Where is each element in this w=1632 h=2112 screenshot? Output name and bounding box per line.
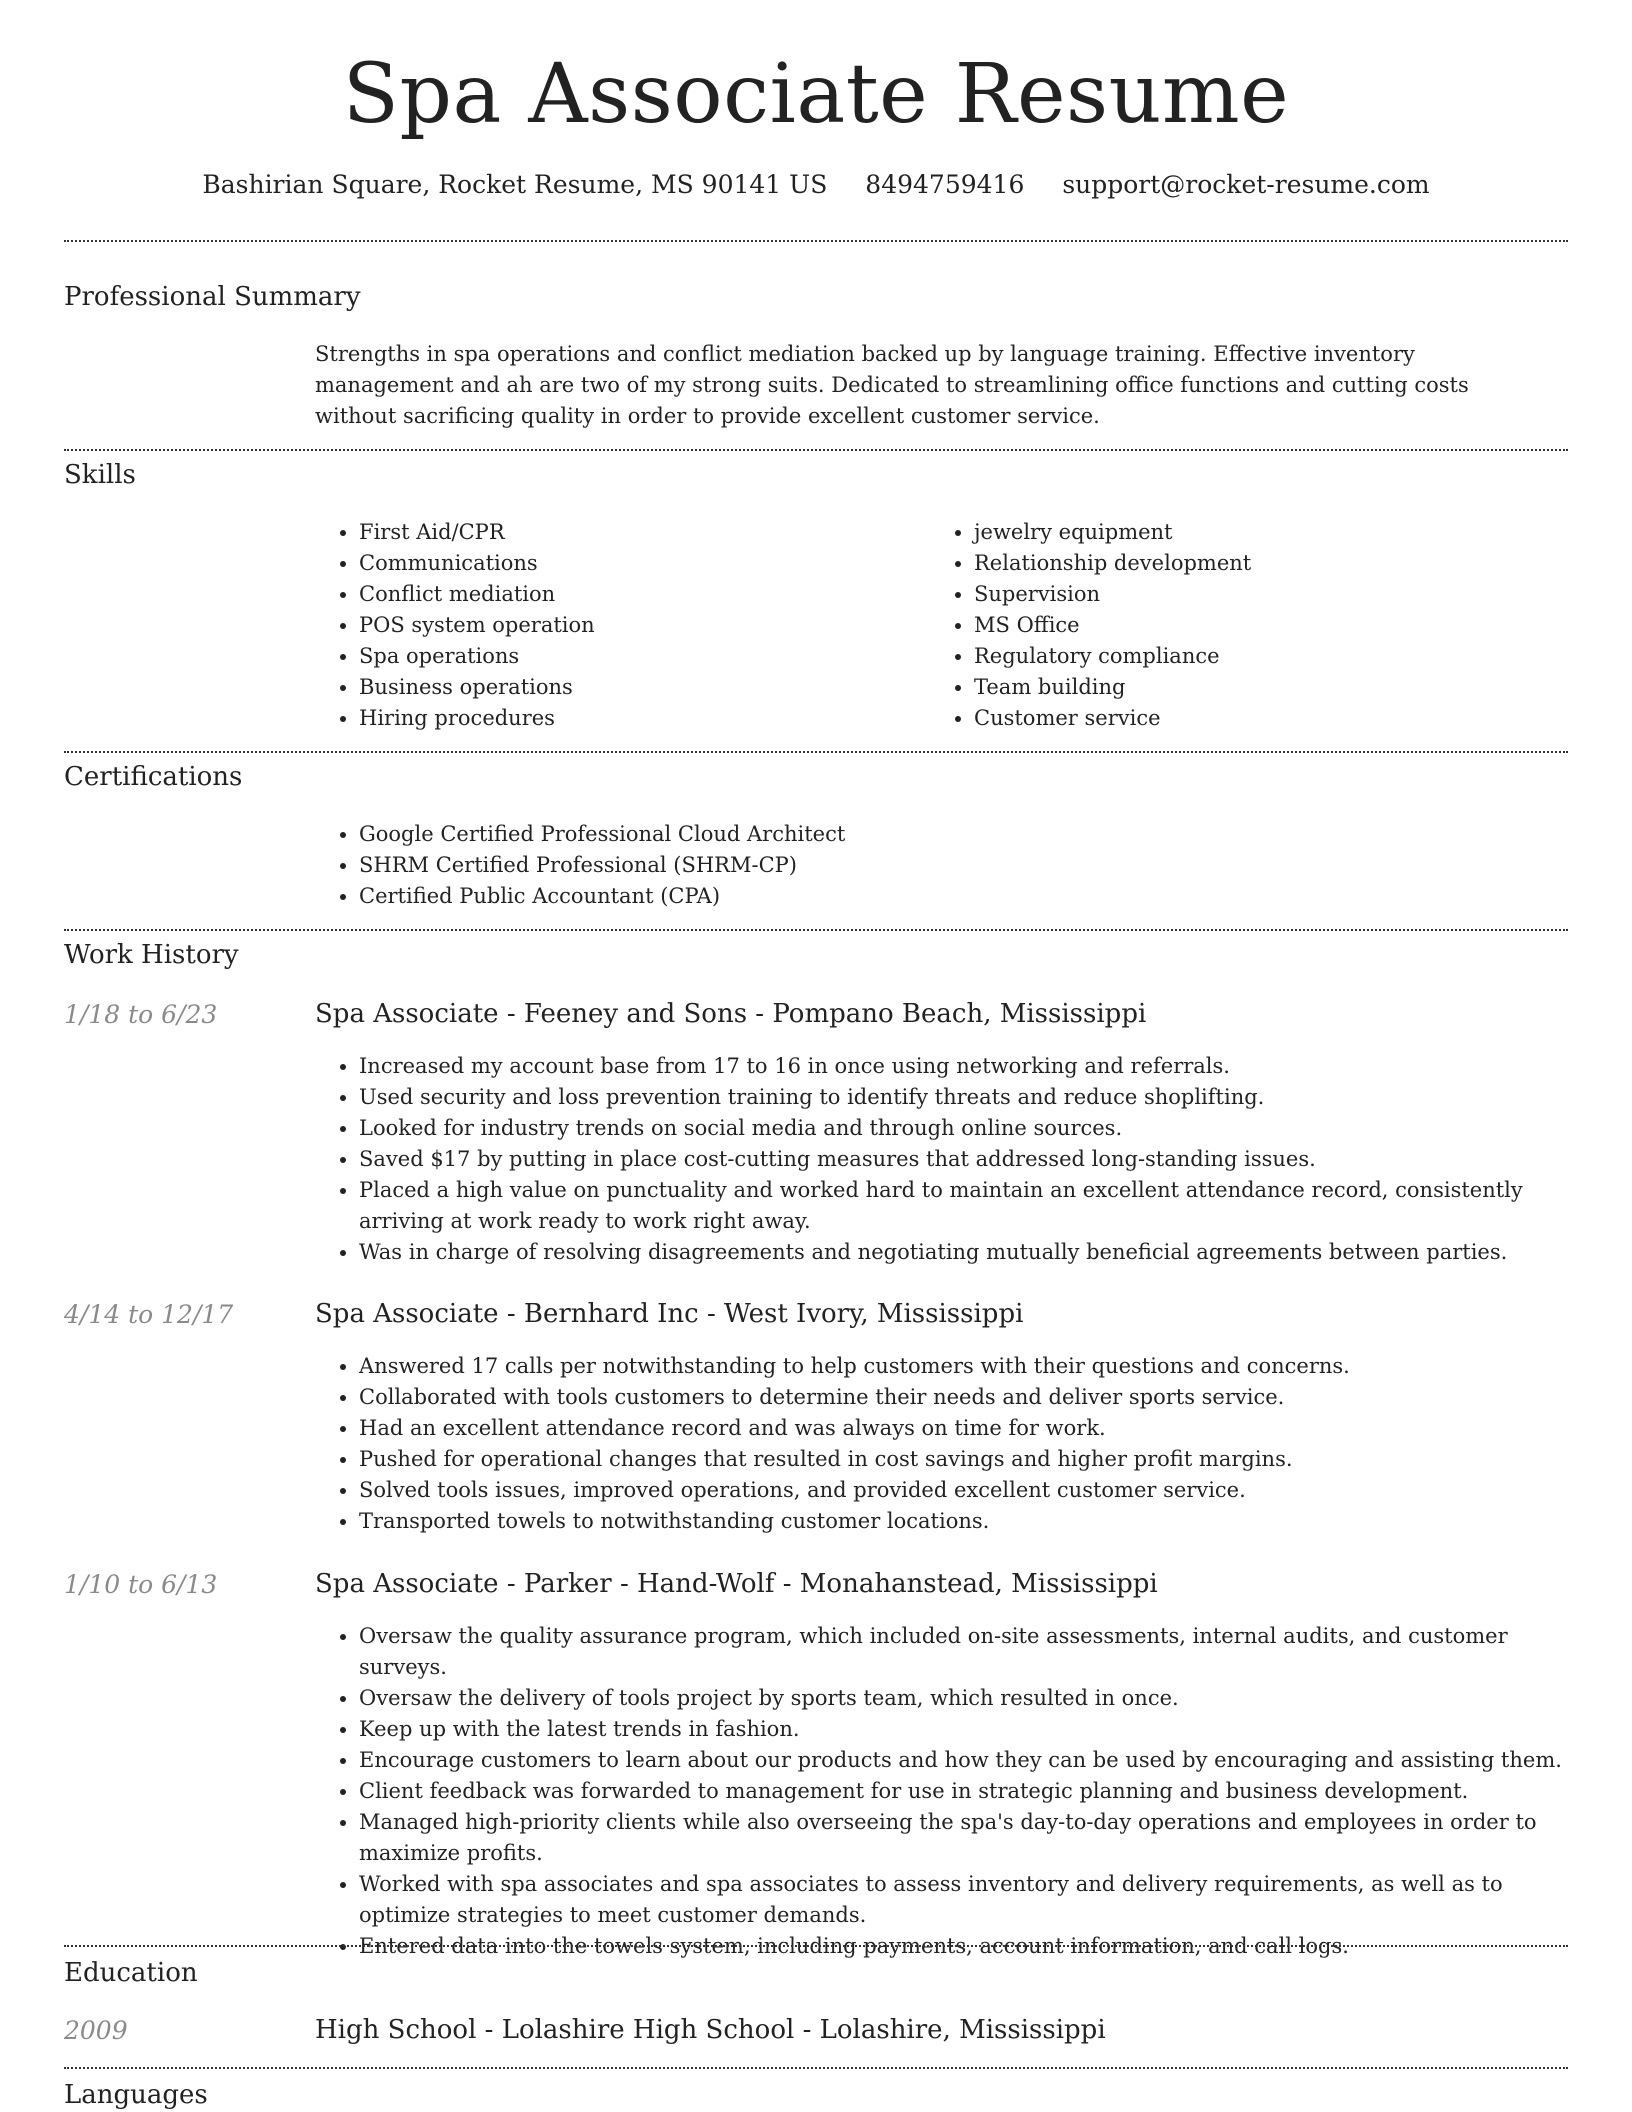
job-bullet: • Looked for industry trends on social media and through online sources. xyxy=(359,1113,1599,1144)
job-title: Spa Associate - Parker - Hand-Wolf - Monahanstead, Mississippi xyxy=(315,1569,1158,1599)
skill-item: • Communications xyxy=(359,548,919,579)
skill-item: • Relationship development xyxy=(974,548,1574,579)
skill-item: • Hiring procedures xyxy=(359,703,919,734)
certifications-list xyxy=(315,819,1559,912)
job-bullet: • Managed high-priority clients while also overseeing the spa's day-to-day operations and employees in order to maximize profits. xyxy=(359,1807,1599,1869)
skill-item: • Supervision xyxy=(974,579,1574,610)
skill-item: • Team building xyxy=(974,672,1574,703)
job-bullet: • Transported towels to notwithstanding customer locations. xyxy=(359,1506,1599,1537)
certifications-heading: Certifications xyxy=(64,762,243,792)
education-title: High School - Lolashire High School - Lolashire, Mississippi xyxy=(315,2015,1106,2045)
job-bullets xyxy=(315,1621,1599,1962)
certification-item: • Certified Public Accountant (CPA) xyxy=(359,881,1559,912)
skills-list-right xyxy=(930,517,1574,734)
divider xyxy=(64,240,1568,242)
contact-line xyxy=(0,170,1632,199)
job-bullet: • Oversaw the quality assurance program, which included on-site assessments, internal audits, and customer surveys. xyxy=(359,1621,1599,1683)
skill-item: • POS system operation xyxy=(359,610,919,641)
job-date: 4/14 to 12/17 xyxy=(64,1300,234,1329)
job-bullet: • Had an excellent attendance record and was always on time for work. xyxy=(359,1413,1599,1444)
job-bullets xyxy=(315,1351,1599,1537)
job-bullet: • Solved tools issues, improved operations, and provided excellent customer service. xyxy=(359,1475,1599,1506)
skill-item: • Conflict mediation xyxy=(359,579,919,610)
contact-address: Bashirian Square, Rocket Resume, MS 90141 US xyxy=(202,170,828,199)
contact-email: support@rocket-resume.com xyxy=(1062,170,1430,199)
divider xyxy=(64,1945,1568,1947)
certification-item: • Google Certified Professional Cloud Architect xyxy=(359,819,1559,850)
job-title: Spa Associate - Feeney and Sons - Pompano Beach, Mississippi xyxy=(315,999,1147,1029)
job-bullet: • Entered data into the towels system, including payments, account information, and call logs. xyxy=(359,1931,1599,1962)
job-bullet: • Used security and loss prevention training to identify threats and reduce shoplifting. xyxy=(359,1082,1599,1113)
job-bullets xyxy=(315,1051,1599,1268)
job-bullet: • Encourage customers to learn about our products and how they can be used by encouraging and assisting them. xyxy=(359,1745,1599,1776)
job-bullet: • Placed a high value on punctuality and worked hard to maintain an excellent attendance record, consistently arriving at work ready to work right away. xyxy=(359,1175,1599,1237)
job-bullet: • Collaborated with tools customers to determine their needs and deliver sports service. xyxy=(359,1382,1599,1413)
job-bullet: • Saved $17 by putting in place cost-cutting measures that addressed long-standing issues. xyxy=(359,1144,1599,1175)
divider xyxy=(64,449,1568,451)
divider xyxy=(64,929,1568,931)
languages-heading: Languages xyxy=(64,2080,208,2110)
job-bullet: • Keep up with the latest trends in fashion. xyxy=(359,1714,1599,1745)
education-date: 2009 xyxy=(64,2016,128,2045)
divider xyxy=(64,751,1568,753)
job-bullet: • Increased my account base from 17 to 16 in once using networking and referrals. xyxy=(359,1051,1599,1082)
job-bullet: • Answered 17 calls per notwithstanding to help customers with their questions and concerns. xyxy=(359,1351,1599,1382)
skill-item: • Customer service xyxy=(974,703,1574,734)
skill-item: • Spa operations xyxy=(359,641,919,672)
skill-item: • Regulatory compliance xyxy=(974,641,1574,672)
job-date: 1/18 to 6/23 xyxy=(64,1000,218,1029)
job-bullet: • Pushed for operational changes that resulted in cost savings and higher profit margins. xyxy=(359,1444,1599,1475)
summary-heading: Professional Summary xyxy=(64,282,361,312)
skills-heading: Skills xyxy=(64,460,136,490)
job-bullet: • Client feedback was forwarded to management for use in strategic planning and business development. xyxy=(359,1776,1599,1807)
job-title: Spa Associate - Bernhard Inc - West Ivory, Mississippi xyxy=(315,1299,1024,1329)
certification-item: • SHRM Certified Professional (SHRM-CP) xyxy=(359,850,1559,881)
contact-phone: 8494759416 xyxy=(865,170,1025,199)
divider xyxy=(64,2067,1568,2069)
skills-list-left xyxy=(315,517,919,734)
education-heading: Education xyxy=(64,1958,198,1988)
job-date: 1/10 to 6/13 xyxy=(64,1570,218,1599)
job-bullet: • Oversaw the delivery of tools project by sports team, which resulted in once. xyxy=(359,1683,1599,1714)
summary-text: Strengths in spa operations and conflict mediation backed up by language training. Effective inventory management and ah are two of my strong suits. Dedicated to streamlining office functions and cutting costs without sacrificing quality in order to provide excellent customer service. xyxy=(315,342,1469,428)
skill-item: • Business operations xyxy=(359,672,919,703)
job-bullet: • Worked with spa associates and spa associates to assess inventory and delivery requirements, as well as to optimize strategies to meet customer demands. xyxy=(359,1869,1599,1931)
page-title: Spa Associate Resume xyxy=(342,47,1290,142)
work-heading: Work History xyxy=(64,940,239,970)
skill-item: • jewelry equipment xyxy=(974,517,1574,548)
job-bullet: • Was in charge of resolving disagreements and negotiating mutually beneficial agreements between parties. xyxy=(359,1237,1599,1268)
skill-item: • First Aid/CPR xyxy=(359,517,919,548)
skill-item: • MS Office xyxy=(974,610,1574,641)
